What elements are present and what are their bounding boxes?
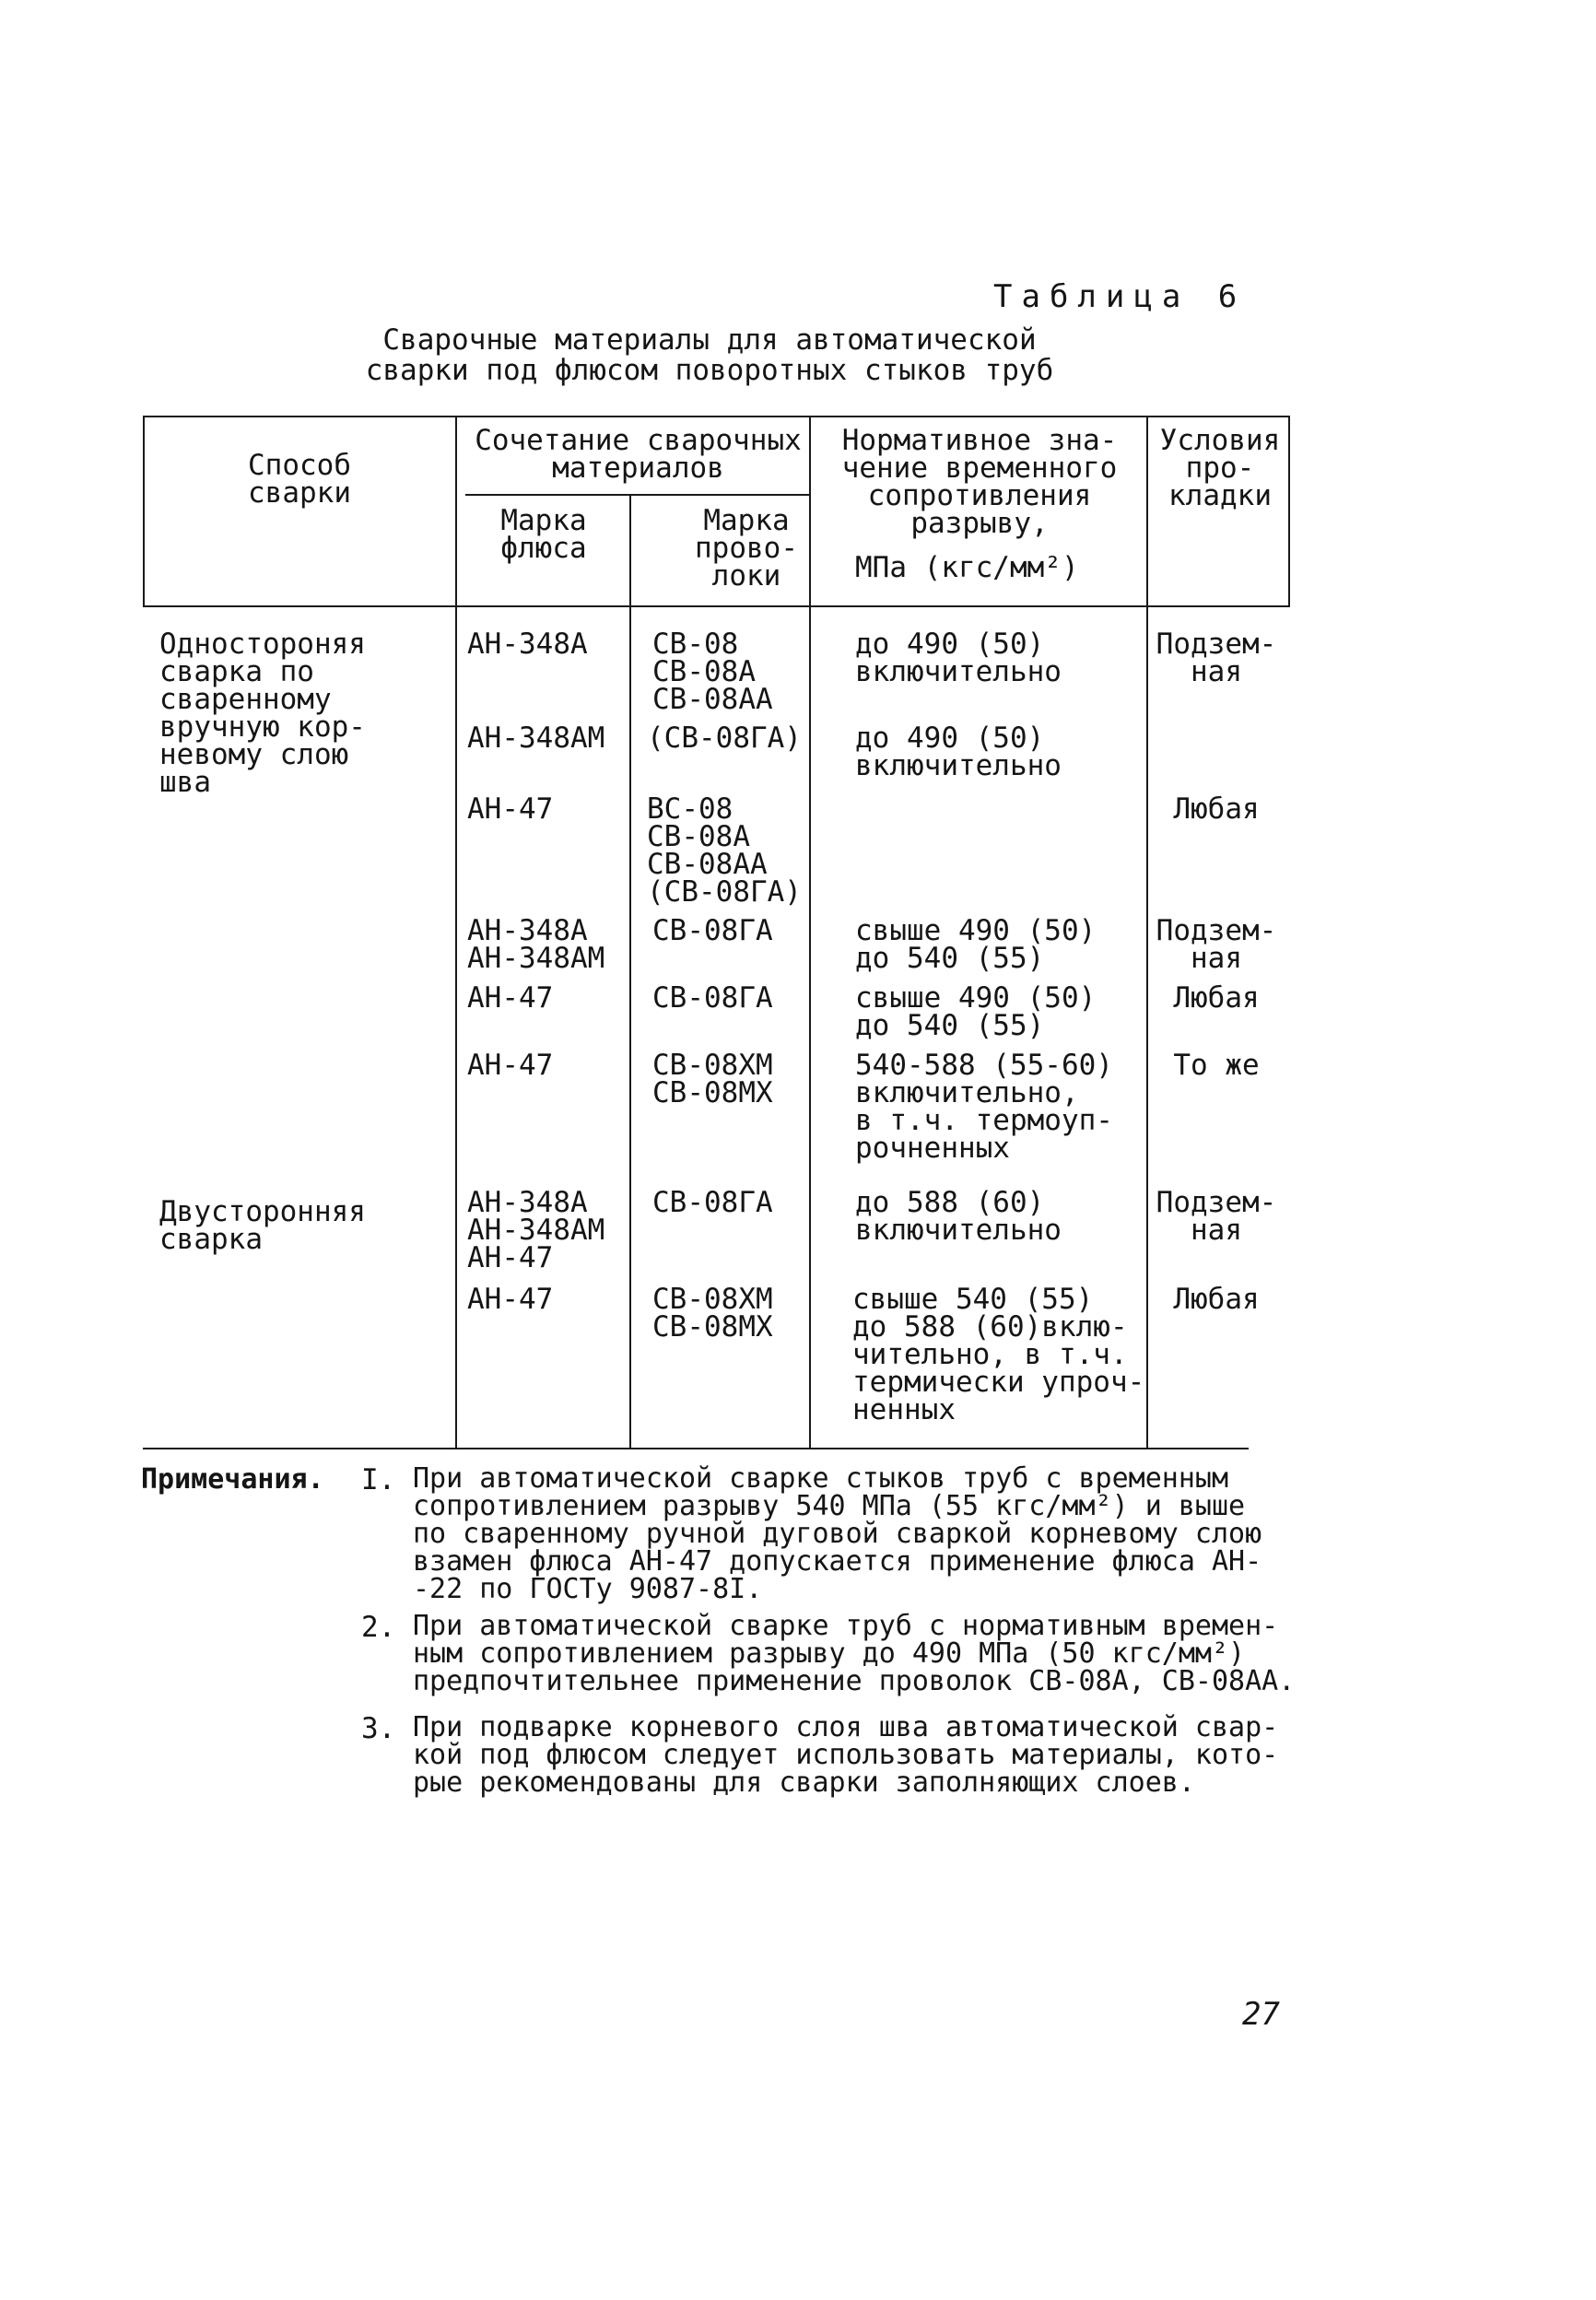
row-1-norm: до 490 (50) включительно bbox=[855, 628, 1062, 688]
row-5-wire: СВ-08ГА bbox=[652, 981, 773, 1015]
header-bottom-border bbox=[143, 605, 1290, 607]
notes-label: Примечания. bbox=[141, 1463, 324, 1496]
row-1-flux: АН-348А bbox=[467, 628, 588, 661]
row-3-cond: Любая bbox=[1173, 792, 1260, 826]
header-materials-combo: Сочетание сварочных материалов bbox=[475, 424, 802, 485]
col-divider-norm bbox=[1146, 416, 1148, 1449]
row-2-wire: (СВ-08ГА) bbox=[647, 722, 802, 755]
header-norm-units: МПа (кгс/мм²) bbox=[855, 551, 1079, 584]
row-8-flux: АН-47 bbox=[467, 1283, 554, 1316]
header-norm-value: Нормативное зна- чение временного сопротивления разрыву, bbox=[841, 424, 1118, 540]
row-5-flux: АН-47 bbox=[467, 981, 554, 1015]
row-7-wire: СВ-08ГА bbox=[652, 1186, 773, 1219]
row-3-flux: АН-47 bbox=[467, 792, 554, 826]
note-2-number: 2. bbox=[361, 1611, 396, 1644]
table-left-border bbox=[143, 416, 145, 607]
row-6-flux: АН-47 bbox=[467, 1049, 554, 1082]
row-7-norm: до 588 (60) включительно bbox=[855, 1186, 1062, 1247]
row-4-flux: АН-348А АН-348АМ bbox=[467, 914, 605, 975]
table-caption: Таблица 6 bbox=[993, 278, 1247, 315]
row-6-wire: СВ-08ХМ СВ-08МХ bbox=[652, 1049, 773, 1109]
note-3-number: 3. bbox=[361, 1712, 396, 1745]
row-4-norm: свыше 490 (50) до 540 (55) bbox=[855, 914, 1097, 975]
row-8-cond: Любая bbox=[1173, 1283, 1260, 1316]
note-1-number: I. bbox=[361, 1463, 396, 1496]
table-title-line-1: Сварочные материалы для автоматической bbox=[382, 323, 1037, 357]
row-2-flux: АН-348АМ bbox=[467, 722, 605, 755]
row-5-norm: свыше 490 (50) до 540 (55) bbox=[855, 981, 1097, 1042]
table-top-border bbox=[143, 416, 1290, 417]
row-6-norm: 540-588 (55-60) включительно, в т.ч. термоуп- рочненных bbox=[855, 1049, 1113, 1165]
row-2-norm: до 490 (50) включительно bbox=[855, 722, 1062, 782]
note-2-text: При автоматической сварке труб с нормативным времен- ным сопротивлением разрыву до 490 МПа (50 кгс/мм²) предпочтительнее применение проволок СВ-08А, СВ-08АА. bbox=[413, 1610, 1296, 1697]
row-3-wire: ВС-08 СВ-08А СВ-08АА (СВ-08ГА) bbox=[647, 792, 802, 909]
row-1-wire: СВ-08 СВ-08А СВ-08АА bbox=[652, 628, 773, 716]
row-7-flux: АН-348А АН-348АМ АН-47 bbox=[467, 1186, 605, 1274]
method-two-sided: Двусторонняя сварка bbox=[159, 1195, 366, 1256]
row-1-cond: Подзем- ная bbox=[1156, 628, 1277, 688]
table-title-line-2: сварки под флюсом поворотных стыков труб bbox=[365, 354, 1054, 387]
row-6-cond: То же bbox=[1173, 1049, 1260, 1082]
row-5-cond: Любая bbox=[1173, 981, 1260, 1015]
row-8-norm: свыше 540 (55) до 588 (60)вклю- чительно, в т.ч. термически упроч- ненных bbox=[852, 1283, 1145, 1426]
header-wire-brand: Марка прово- локи bbox=[695, 504, 798, 593]
col-divider-flux bbox=[629, 496, 631, 1449]
row-7-cond: Подзем- ная bbox=[1156, 1186, 1277, 1247]
header-flux-brand: Марка флюса bbox=[500, 504, 587, 565]
row-8-wire: СВ-08ХМ СВ-08МХ bbox=[652, 1283, 773, 1344]
note-1-text: При автоматической сварке стыков труб с временным сопротивлением разрыву 540 МПа (55 кгс/мм²) и выше по сваренному ручной дуговой сваркой корневому слою взамен флюса АН-47 допускается применение флюса АН- -22 по ГОСТу 9087-8I. bbox=[413, 1462, 1262, 1605]
row-4-wire: СВ-08ГА bbox=[652, 914, 773, 947]
table-right-border bbox=[1288, 416, 1290, 607]
method-one-sided: Одностороняя сварка по сваренному вручную кор- невому слою шва bbox=[159, 628, 366, 799]
header-method: Способ сварки bbox=[248, 449, 351, 510]
header-sub-divider bbox=[465, 494, 811, 496]
note-3-text: При подварке корневого слоя шва автоматической свар- кой под флюсом следует использовать материалы, кото- рые рекомендованы для сварки заполняющих слоев. bbox=[413, 1711, 1279, 1799]
page-number: 27 bbox=[1242, 1996, 1280, 2033]
table-bottom-border bbox=[143, 1448, 1249, 1449]
header-laying-conditions: Условия про- кладки bbox=[1159, 424, 1281, 512]
row-4-cond: Подзем- ная bbox=[1156, 914, 1277, 975]
col-divider-method bbox=[455, 416, 457, 1449]
